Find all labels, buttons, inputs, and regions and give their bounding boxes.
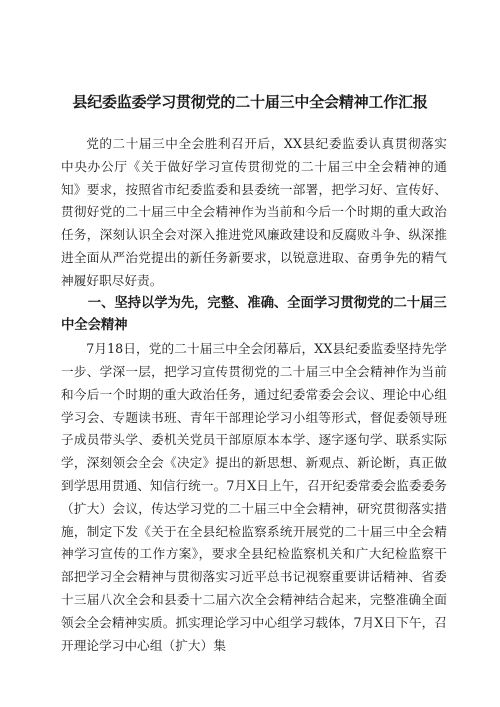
section-heading: 一、坚持以学为先，完整、准确、全面学习贯彻党的二十届三中全会精神	[61, 295, 447, 334]
intro-paragraph: 党的二十届三中全会胜利召开后，XX县纪委监委认真贯彻落实中央办公厅《关于做好学习宣传贯彻党的二十届三中全会精神的通知》要求，按照省市纪委监委和县委统一部署，把学习好、宣传好、贯彻好党的二十届三中全会精神作为当前和今后一个时期的重大政治任务，深刻认识全会对深入推进党风廉政建设和反腐败斗争、纵深推进全面从严治党提出的新任务新要求，以锐意进取、奋勇争先的精气神履好职尽好责。	[61, 136, 447, 288]
document-body	[61, 133, 447, 657]
document-title: 县纪委监委学习贯彻党的二十届三中全会精神工作汇报	[72, 93, 428, 111]
section-paragraph: 7月18日，党的二十届三中全会闭幕后，XX县纪委监委坚持先学一步、学深一层，把学习宣传贯彻党的二十届三中全会精神作为当前和今后一个时期的重大政治任务，通过纪委常委会会议、理论中心组学习会、专题读书班、青年干部理论学习小组等形式，督促委领导班子成员带头学、委机关党员干部原原本本学、逐字逐句学、联系实际学，深刻领会全会《决定》提出的新思想、新观点、新论断，真正做到学思用贯通、知信行统一。7月X日上午，召开纪委常委会监委委务（扩大）会议，传达学习党的二十届三中全会精神，研究贯彻落实措施，制定下发《关于在全县纪检监察系统开展党的二十届三中全会精神学习宣传的工作方案》，要求全县纪检监察机关和广大纪检监察干部把学习全会精神与贯彻落实习近平总书记视察重要讲话精神、省委十三届八次全会和县委十二届六次全会精神结合起来，完整准确全面领会全会精神实质。抓实理论学习中心组学习载体，7月X日下午，召开理论学习中心组（扩大）集	[61, 341, 447, 653]
